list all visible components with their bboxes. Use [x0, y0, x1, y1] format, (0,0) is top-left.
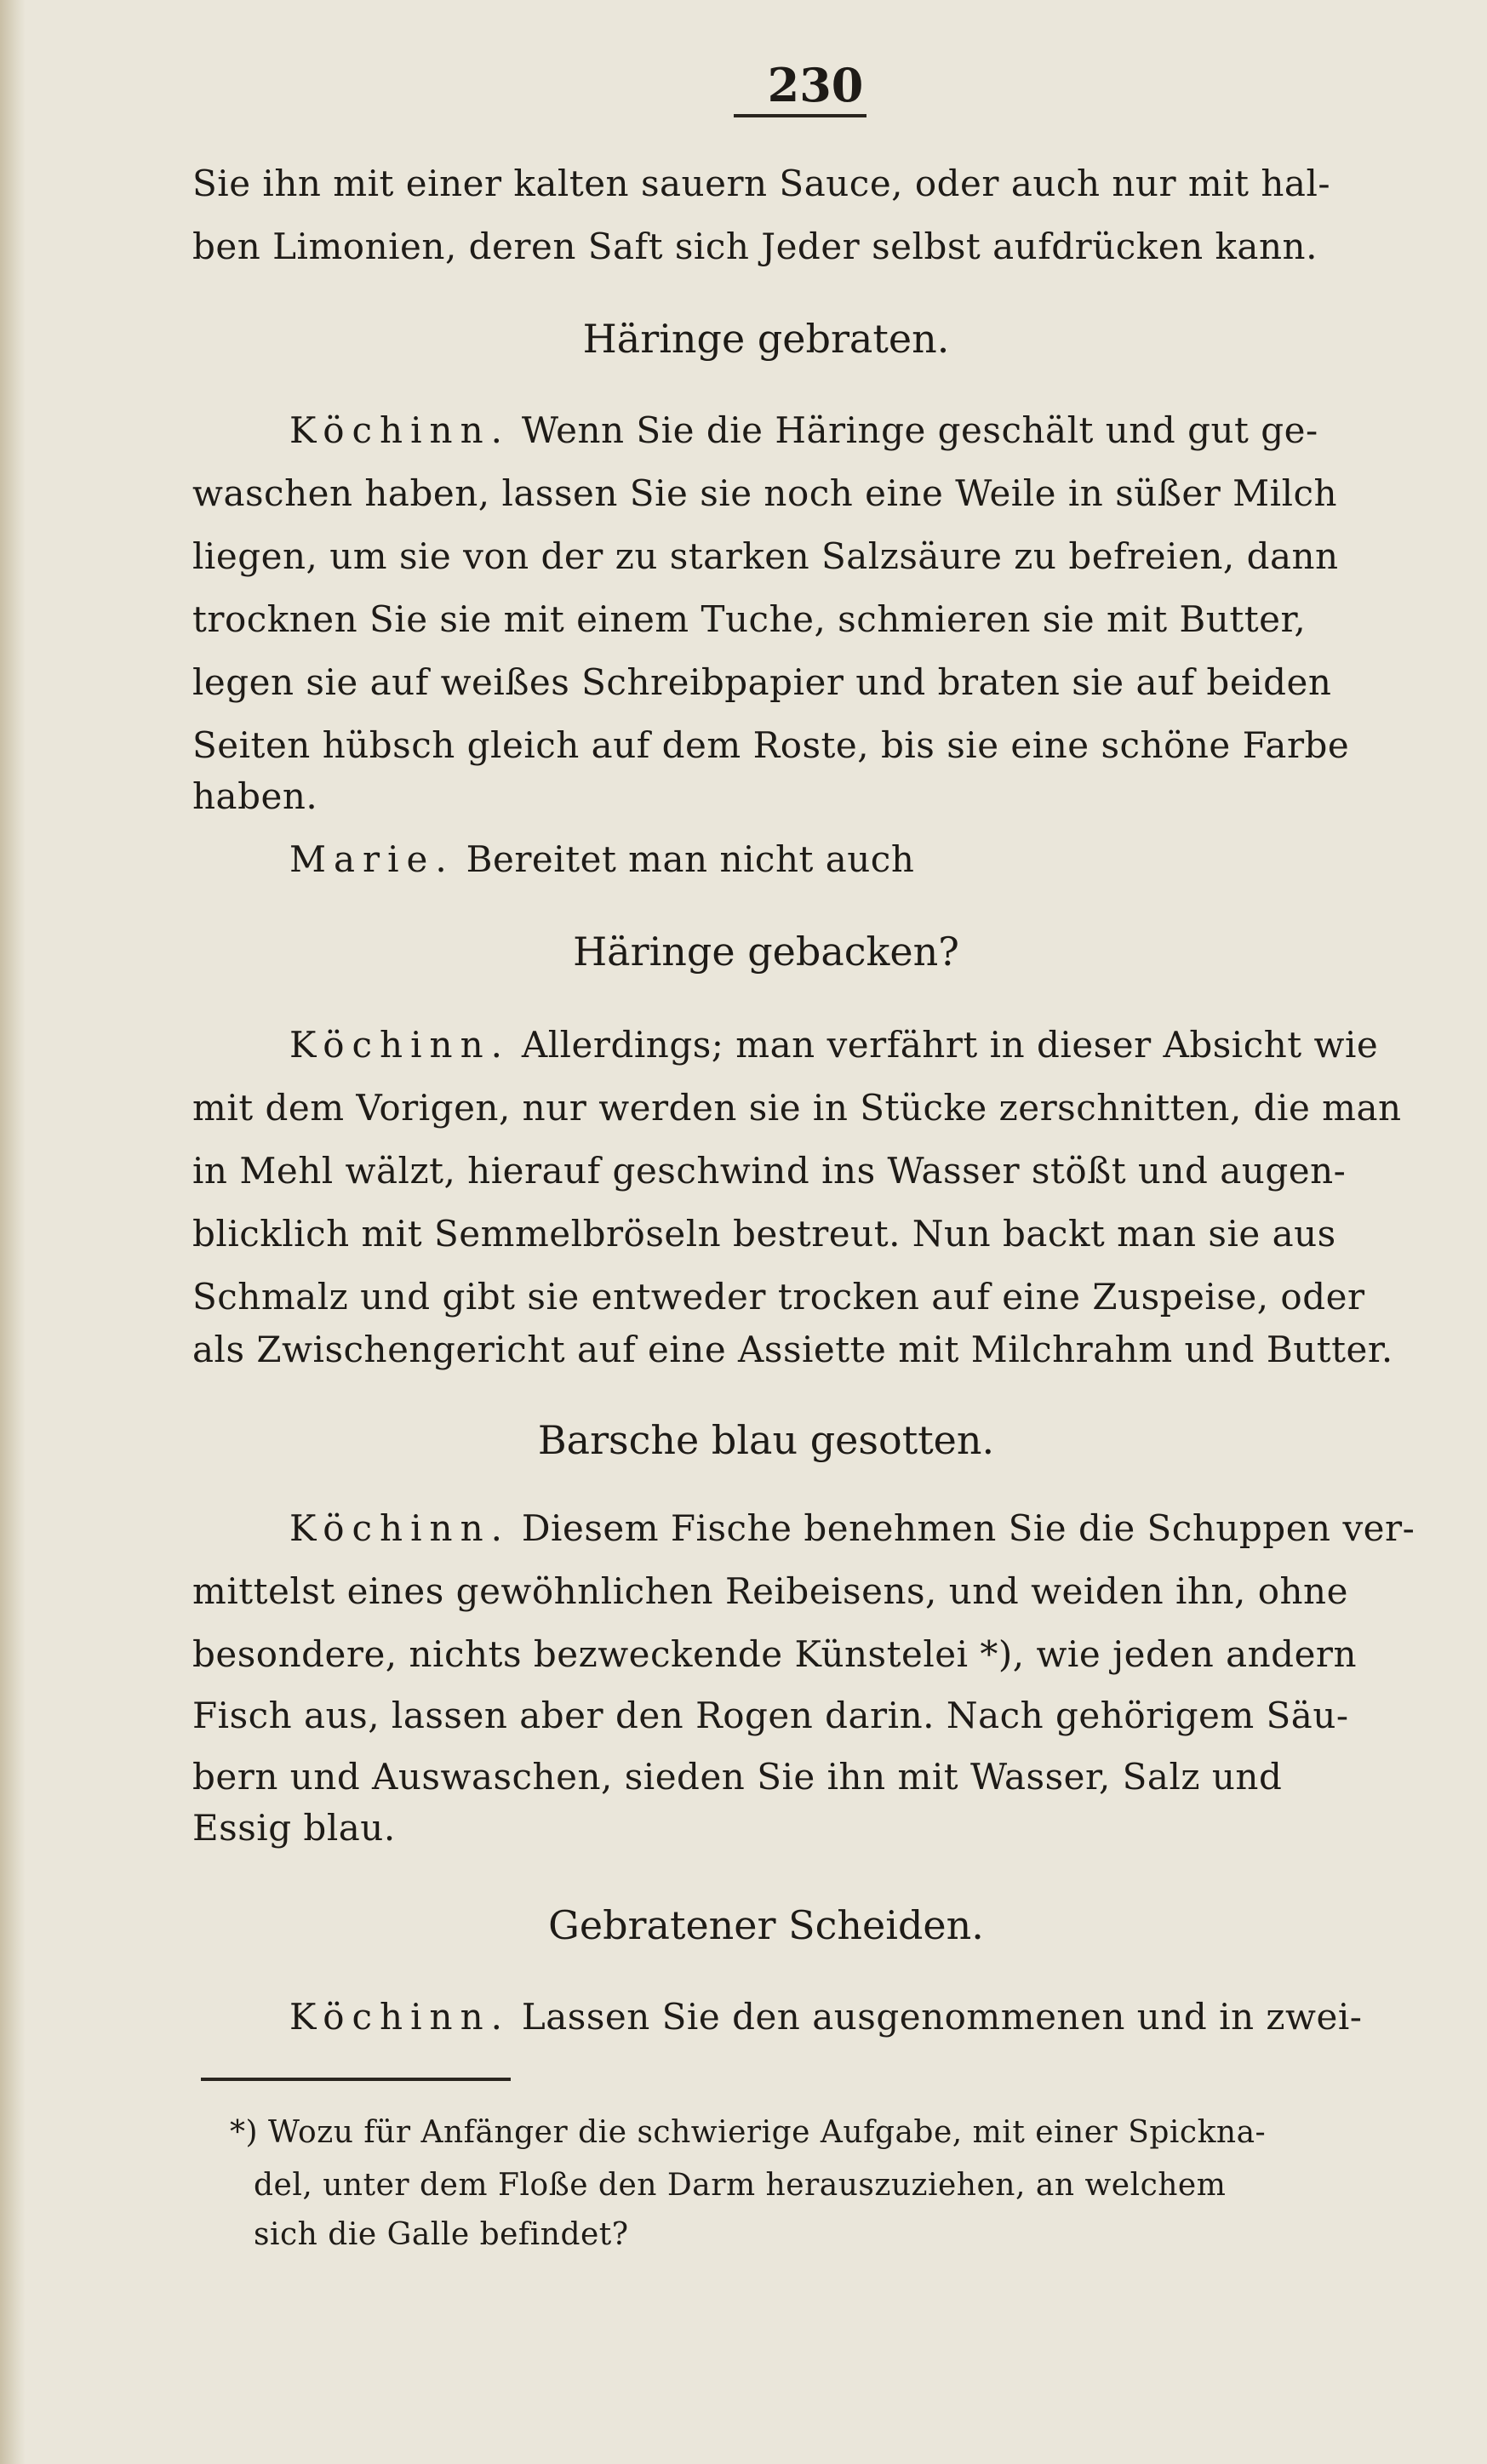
speaker-label: Köchinn. — [289, 1024, 510, 1066]
text-line: legen sie auf weißes Schreibpapier und braten sie auf beiden — [192, 661, 1332, 703]
paragraph-first-line — [289, 409, 1318, 453]
text-line: haben. — [192, 775, 318, 817]
section-heading: Gebratener Scheiden. — [548, 1902, 984, 1948]
text-line: Wenn Sie die Häringe geschält und gut ge- — [521, 409, 1318, 451]
section-heading: Barsche blau gesotten. — [537, 1417, 995, 1463]
section-heading: Häringe gebacken? — [573, 929, 959, 975]
text-line: trocknen Sie sie mit einem Tuche, schmieren sie mit Butter, — [192, 598, 1307, 640]
paragraph-first-line — [289, 1995, 1362, 2039]
text-line: Lassen Sie den ausgenommenen und in zwei- — [521, 1996, 1363, 2038]
text-line: mittelst eines gewöhnlichen Reibeisens, und weiden ihn, ohne — [192, 1570, 1348, 1612]
text-line: in Mehl wälzt, hierauf geschwind ins Wasser stößt und augen- — [192, 1150, 1347, 1192]
paragraph-first-line — [289, 1506, 1415, 1551]
text-line: Essig blau. — [192, 1807, 396, 1849]
paragraph-first-line — [289, 1023, 1378, 1067]
text-line: blicklich mit Semmelbröseln bestreut. Nun backt man sie aus — [192, 1213, 1336, 1255]
text-line: besondere, nichts bezweckende Künstelei *), wie jeden andern — [192, 1633, 1358, 1675]
section-heading: Häringe gebraten. — [582, 316, 950, 362]
text-line: Diesem Fische benehmen Sie die Schuppen ver- — [521, 1507, 1416, 1549]
text-line: Fisch aus, lassen aber den Rogen darin. Nach gehörigem Säu- — [192, 1695, 1349, 1736]
text-line: als Zwischengericht auf eine Assiette mit Milchrahm und Butter. — [192, 1329, 1393, 1370]
footnote-rule — [201, 2078, 511, 2081]
footnote-line: del, unter dem Floße den Darm herauszuziehen, an welchem — [254, 2168, 1227, 2203]
speaker-label: Köchinn. — [289, 1507, 510, 1549]
page-number-rule — [734, 114, 866, 117]
text-line: mit dem Vorigen, nur werden sie in Stücke zerschnitten, die man — [192, 1087, 1402, 1129]
text-line: Seiten hübsch gleich auf dem Roste, bis sie eine schöne Farbe — [192, 724, 1350, 766]
text-line: Schmalz und gibt sie entweder trocken auf eine Zuspeise, oder — [192, 1276, 1365, 1318]
text-line: Allerdings; man verfährt in dieser Absicht wie — [521, 1024, 1379, 1066]
speaker-label: Köchinn. — [289, 1996, 510, 2038]
text-line: Bereitet man nicht auch — [466, 838, 915, 880]
text-line: liegen, um sie von der zu starken Salzsäure zu befreien, dann — [192, 535, 1339, 577]
footnote-line: sich die Galle befindet? — [254, 2217, 629, 2252]
speaker-label: Köchinn. — [289, 409, 510, 451]
paragraph-first-line — [289, 838, 914, 882]
text-line: bern und Auswaschen, sieden Sie ihn mit Wasser, Salz und — [192, 1756, 1283, 1798]
text-line: ben Limonien, deren Saft sich Jeder selbst aufdrücken kann. — [192, 226, 1318, 267]
text-line: waschen haben, lassen Sie sie noch eine Weile in süßer Milch — [192, 472, 1338, 514]
footnote-line: *) Wozu für Anfänger die schwierige Aufgabe, mit einer Spickna- — [230, 2115, 1267, 2150]
speaker-label: Marie. — [289, 838, 455, 880]
page-number: 230 — [767, 58, 864, 112]
text-line: Sie ihn mit einer kalten sauern Sauce, oder auch nur mit hal- — [192, 163, 1331, 204]
